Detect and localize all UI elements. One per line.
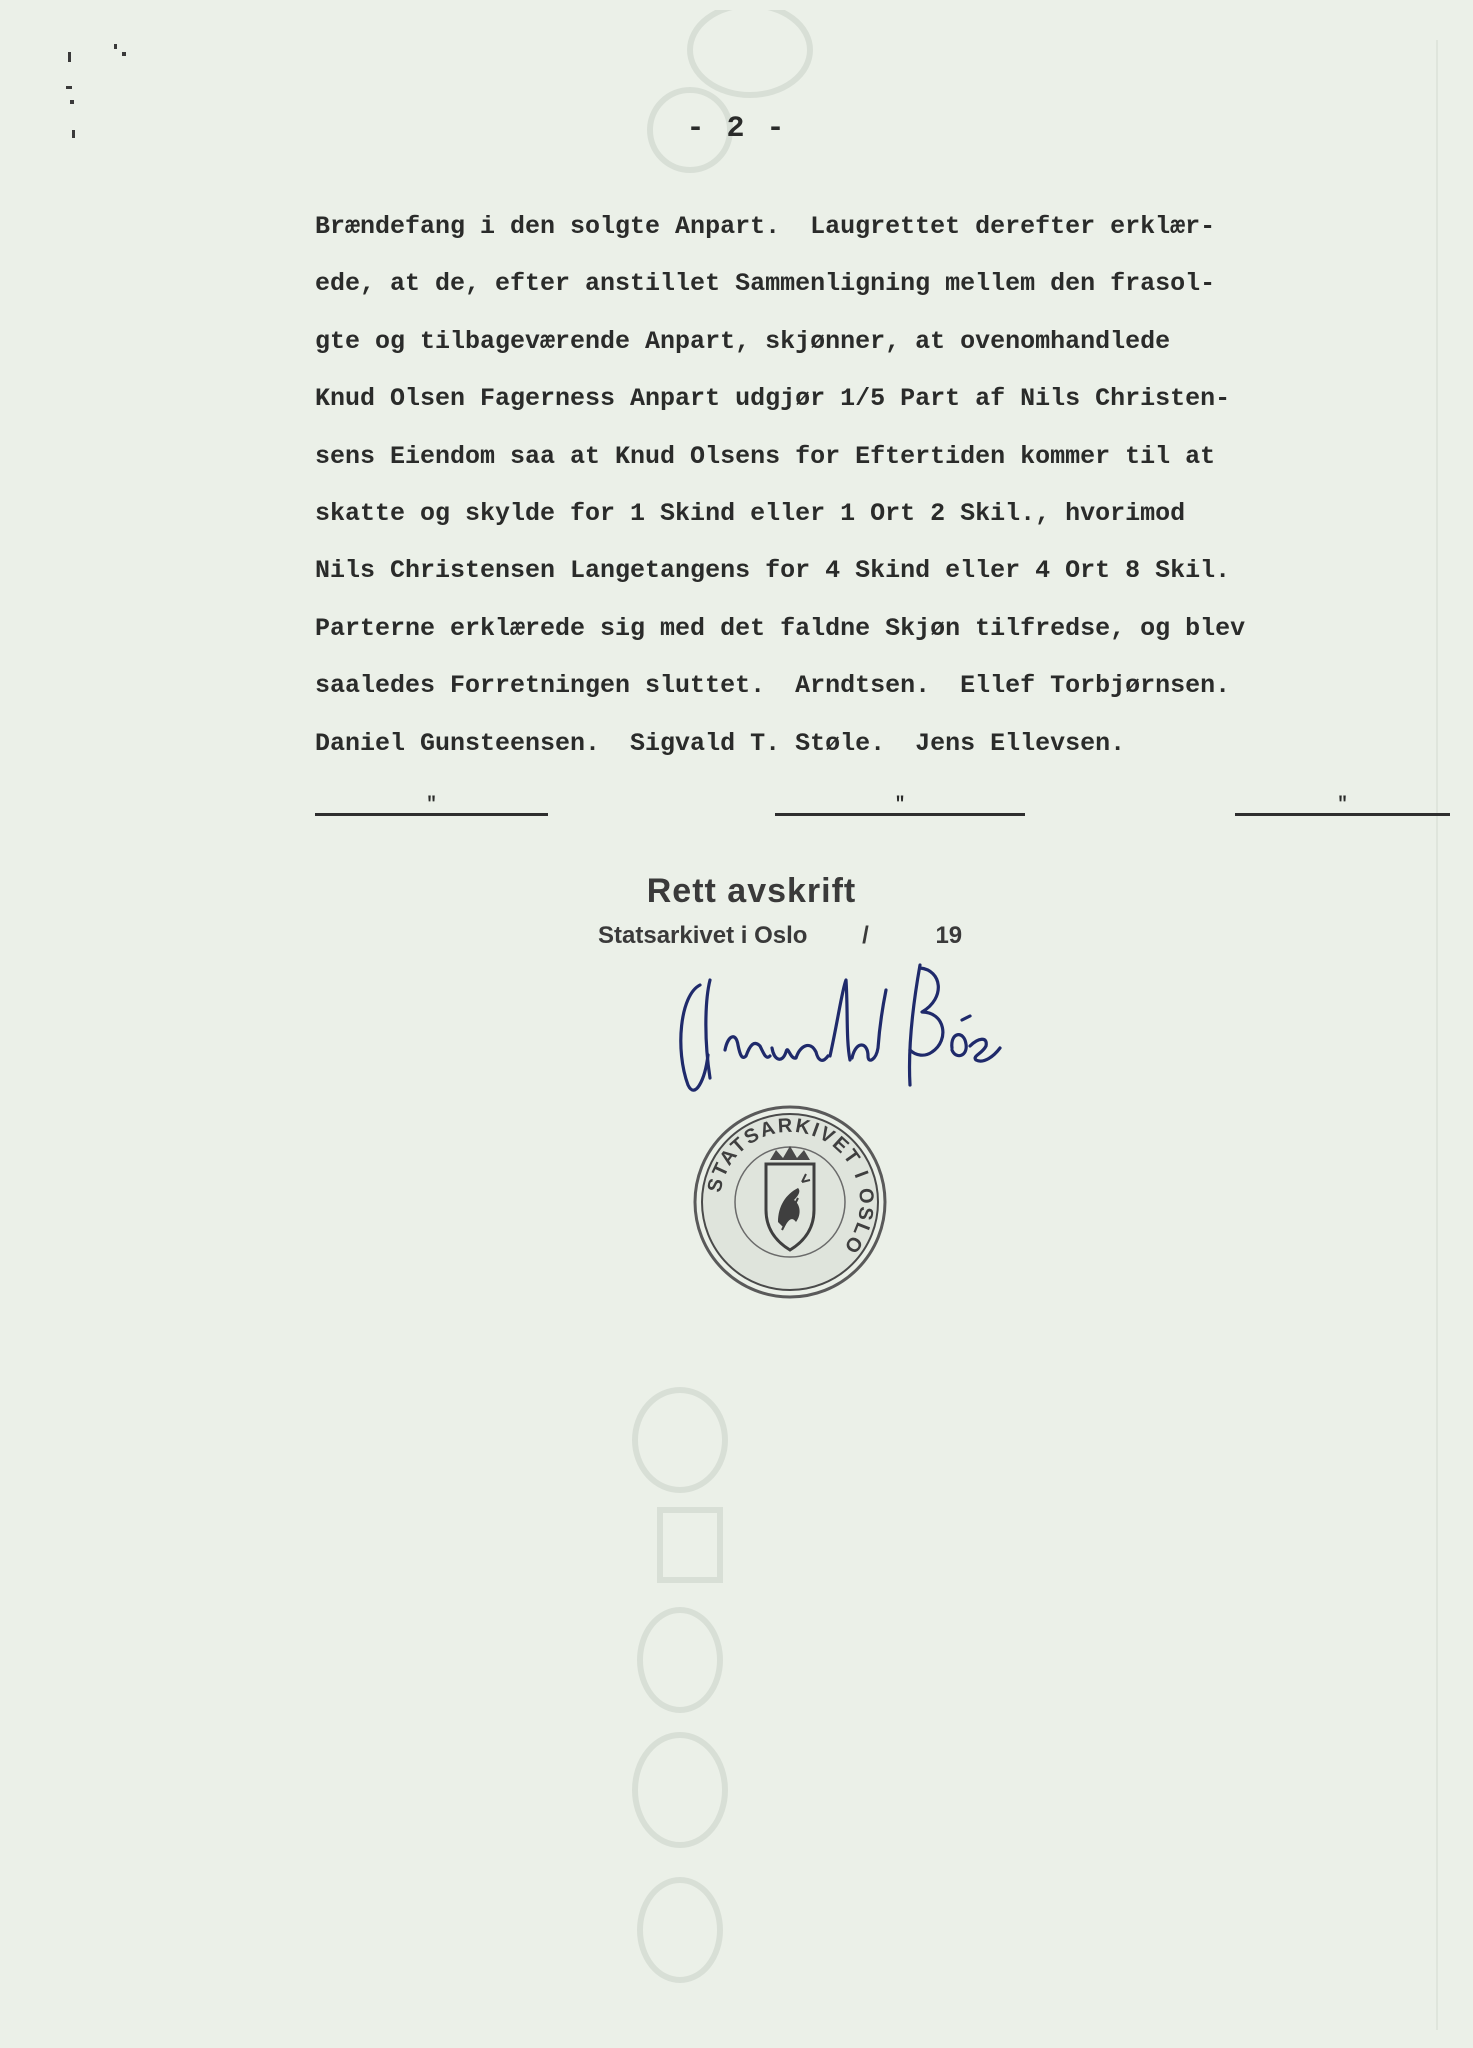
certification-line xyxy=(598,922,962,950)
text-line: ede, at de, efter anstillet Sammenligning mellem den frasol- xyxy=(315,269,1216,299)
seal-text: STATSARKIVET I OSLO xyxy=(703,1114,878,1259)
text-line: Nils Christensen Langetangens for 4 Skind eller 4 Ort 8 Skil. xyxy=(315,556,1231,586)
text-line: Parterne erklærede sig med det faldne Skjøn tilfredse, og blev xyxy=(315,613,1246,643)
text-line: Brændefang i den solgte Anpart. Laugrettet derefter erklær- xyxy=(315,212,1216,241)
ditto-rule-left xyxy=(315,790,548,820)
ditto-mark: " xyxy=(894,795,906,815)
archive-seal xyxy=(690,1102,890,1302)
date-year: 19 xyxy=(935,922,963,949)
text-line: sens Eiendom saa at Knud Olsens for Eftertiden kommer til at xyxy=(315,441,1216,471)
text-line: gte og tilbageværende Anpart, skjønner, at ovenomhandlede xyxy=(315,326,1171,356)
archive-name: Statsarkivet i Oslo xyxy=(598,922,808,949)
ditto-rule-center xyxy=(775,790,1025,820)
ditto-mark: " xyxy=(1337,795,1348,815)
text-line: saaledes Forretningen sluttet. Arndtsen. Ellef Torbjørnsen. xyxy=(315,671,1231,701)
text-line: Daniel Gunsteensen. Sigvald T. Støle. Jens Ellevsen. xyxy=(315,728,1126,758)
ditto-mark: " xyxy=(426,795,437,815)
certification-title: Rett avskrift xyxy=(646,872,857,910)
page-number: - 2 - xyxy=(686,112,787,146)
handwritten-signature xyxy=(670,960,1020,1110)
text-line: Knud Olsen Fagerness Anpart udgjør 1/5 Part af Nils Christen- xyxy=(315,384,1231,414)
text-line: skatte og skylde for 1 Skind eller 1 Ort 2 Skil., hvorimod xyxy=(315,498,1186,528)
transcript-body xyxy=(315,198,1465,772)
ditto-rule-right xyxy=(1235,790,1450,820)
date-separator: / xyxy=(862,922,869,949)
